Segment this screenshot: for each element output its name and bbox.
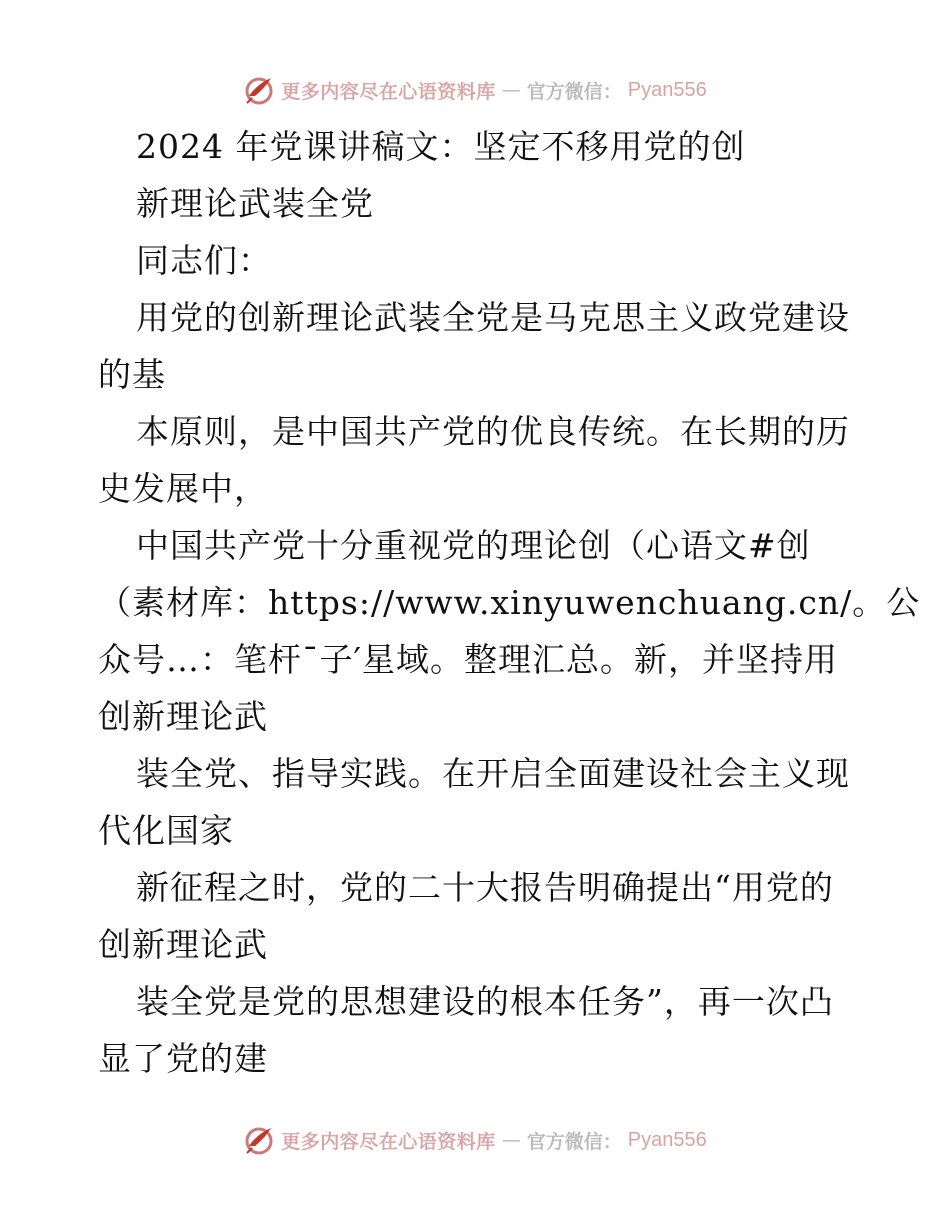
footer-wechat-label: 官方微信： [526, 1130, 622, 1153]
title-line-2: 新理论武装全党 [136, 184, 374, 223]
footer-banner [0, 1120, 950, 1160]
paragraph-line: 本原则，是中国共产党的优良传统。在长期的历 [136, 412, 850, 451]
paragraph-line: 众号…：笔杆¯子′星域。整理汇总。新，并坚持用 [98, 640, 838, 679]
paragraph-line: （素材库：https://www.xinyuwenchuang.cn/。公 [98, 583, 921, 622]
title-line-1: 2024 年党课讲稿文：坚定不移用党的创 [136, 127, 746, 166]
quill-logo-icon [243, 1124, 275, 1156]
salutation: 同志们： [136, 241, 272, 280]
header-banner [0, 70, 950, 110]
paragraph-line: 新征程之时，党的二十大报告明确提出“用党的 [136, 868, 834, 907]
header-site-text: 更多内容尽在心语资料库 [281, 80, 496, 103]
paragraph-line: 用党的创新理论武装全党是马克思主义政党建设 [136, 298, 850, 337]
paragraph-line: 代化国家 [98, 811, 234, 850]
footer-site-text: 更多内容尽在心语资料库 [281, 1130, 496, 1153]
header-separator: — [501, 79, 521, 101]
quill-logo-icon [243, 74, 275, 106]
paragraph-line: 装全党、指导实践。在开启全面建设社会主义现 [136, 754, 850, 793]
header-wechat-id: Pyan556 [627, 78, 707, 101]
paragraph-line: 创新理论武 [98, 697, 268, 736]
footer-separator: — [501, 1129, 521, 1151]
footer-wechat-id: Pyan556 [627, 1128, 707, 1151]
header-wechat-label: 官方微信： [526, 80, 622, 103]
paragraph-line: 创新理论武 [98, 925, 268, 964]
paragraph-line: 的基 [98, 355, 166, 394]
paragraph-line: 显了党的建 [98, 1039, 268, 1078]
paragraph-line: 中国共产党十分重视党的理论创（心语文#创 [136, 526, 811, 565]
document-body [98, 118, 921, 1087]
paragraph-line: 装全党是党的思想建设的根本任务”，再一次凸 [136, 982, 834, 1021]
paragraph-line: 史发展中， [98, 469, 268, 508]
